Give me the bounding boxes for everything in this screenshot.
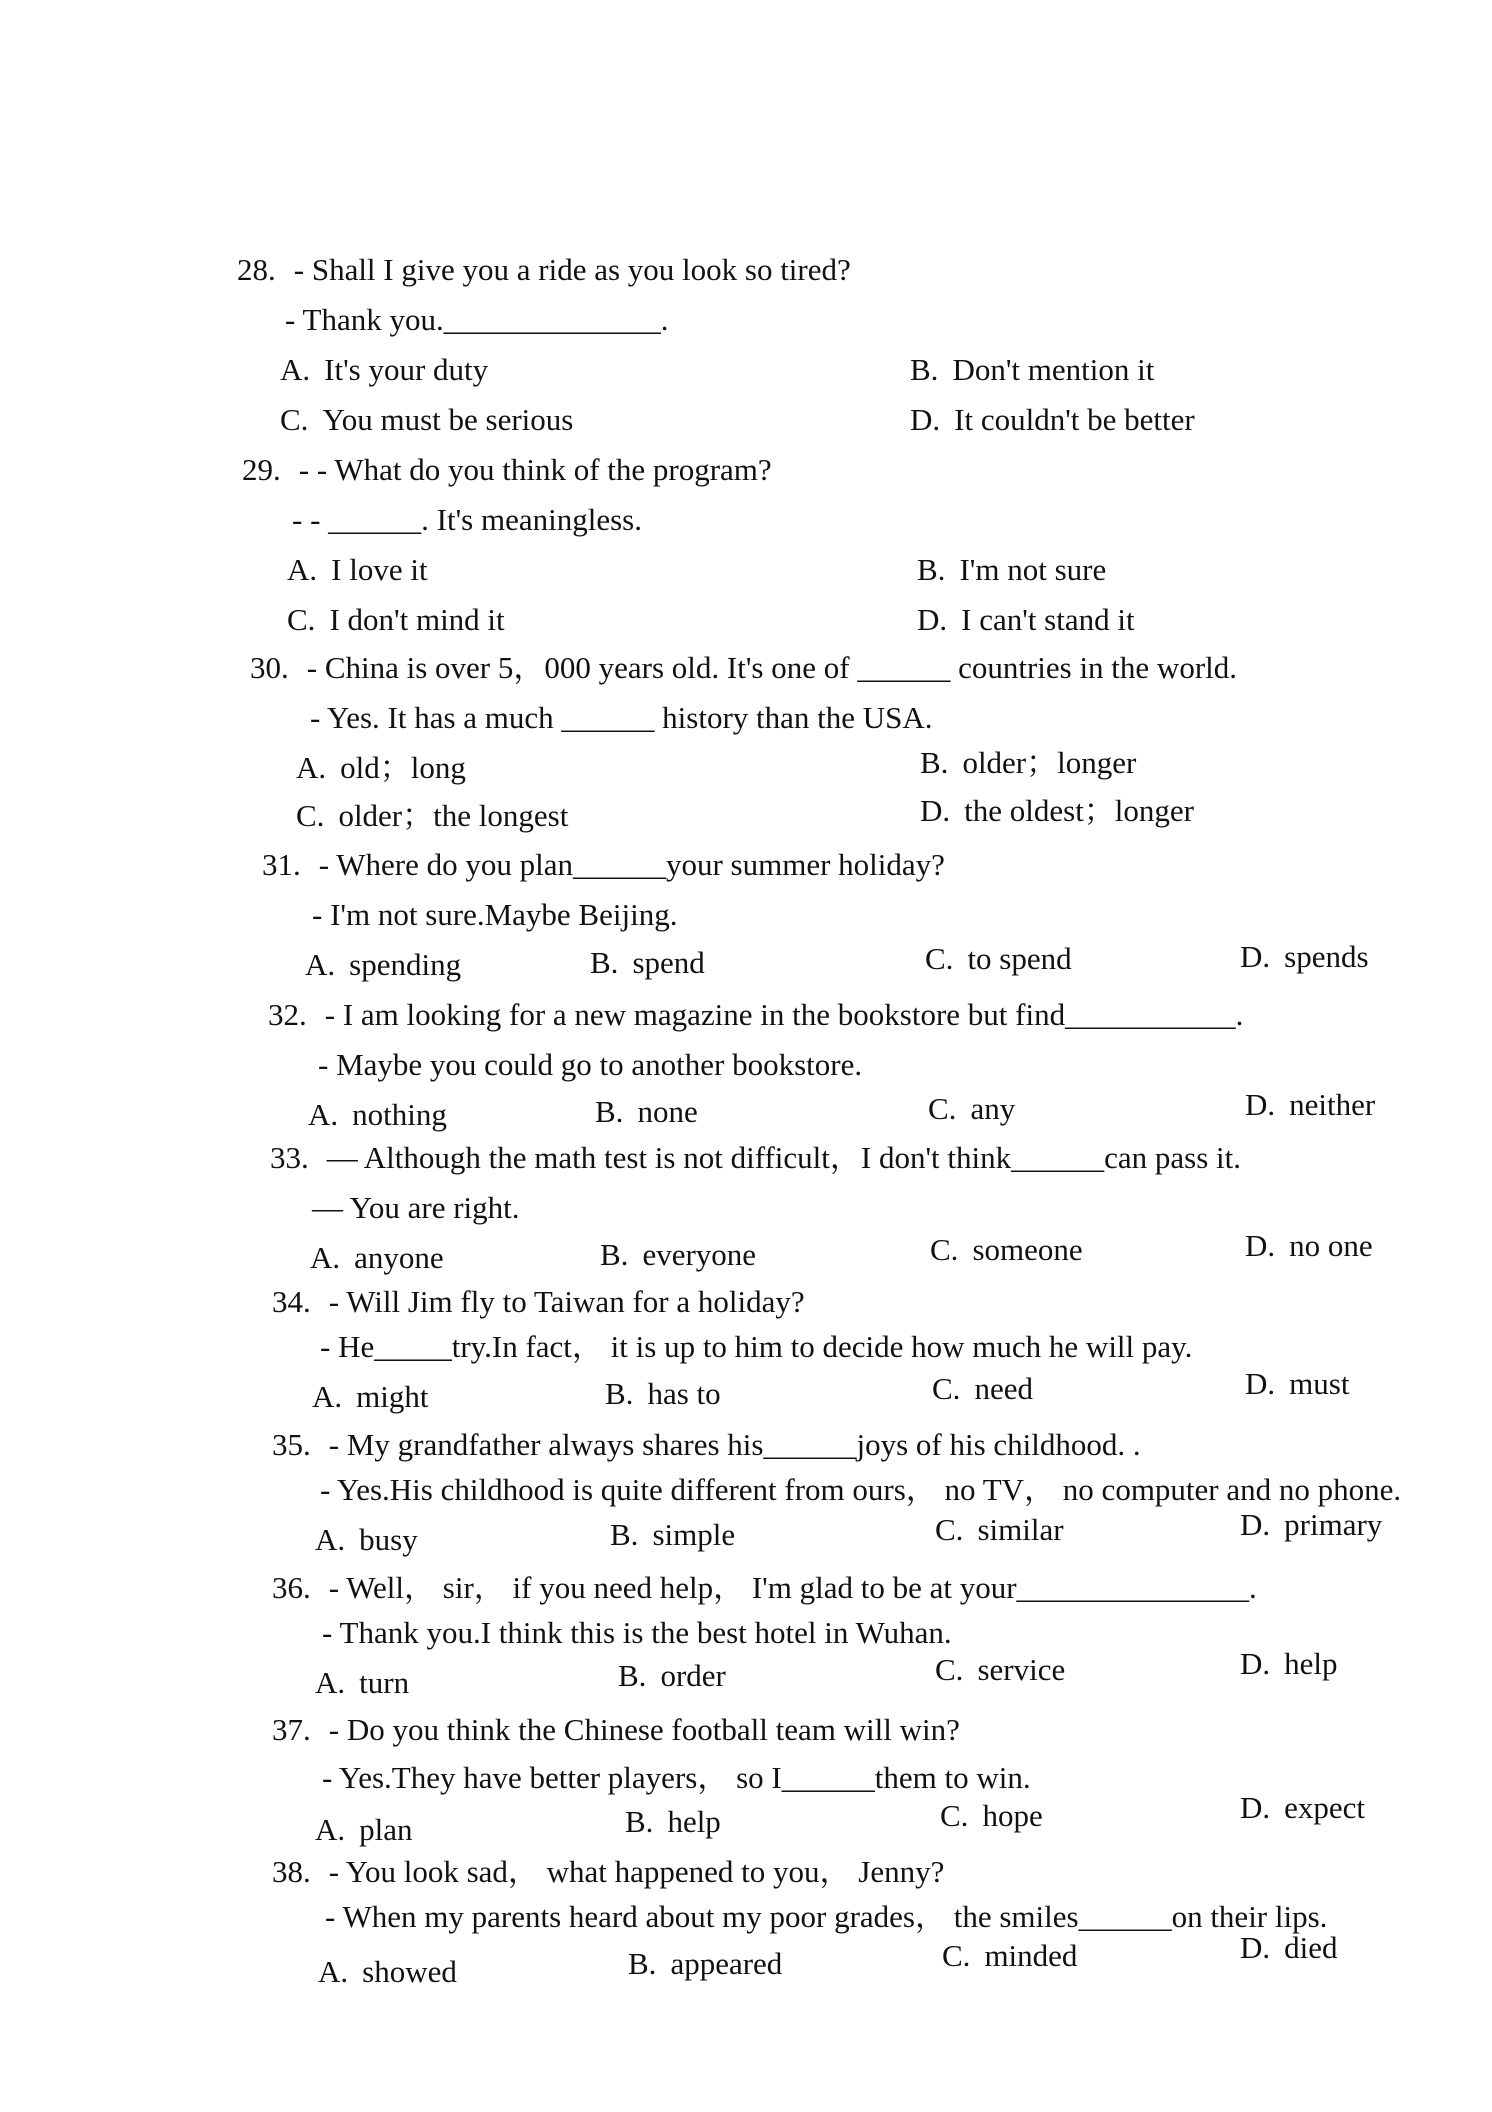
option-text: help — [1284, 1646, 1338, 1681]
option-d[interactable] — [1240, 1928, 1338, 1968]
option-b[interactable] — [625, 1802, 721, 1842]
option-b[interactable] — [605, 1374, 721, 1414]
option-text: any — [970, 1091, 1016, 1126]
question-prompt — [272, 1710, 960, 1750]
option-c[interactable] — [932, 1369, 1033, 1409]
prompt-text: - Well， sir， if you need help， I'm glad to be at your_______________. — [328, 1570, 1257, 1605]
question-prompt — [272, 1425, 1141, 1465]
option-text: minded — [984, 1938, 1078, 1973]
option-letter: B. — [600, 1237, 629, 1272]
option-letter: A. — [287, 552, 318, 587]
option-d[interactable] — [920, 791, 1194, 831]
option-text: turn — [359, 1665, 410, 1700]
question-number: 31. — [262, 847, 301, 882]
question-reply: - I'm not sure.Maybe Beijing. — [312, 897, 678, 932]
option-letter: A. — [315, 1522, 346, 1557]
option-letter: A. — [280, 352, 311, 387]
option-c[interactable] — [940, 1796, 1043, 1836]
option-letter: A. — [308, 1097, 339, 1132]
option-letter: C. — [928, 1091, 957, 1126]
option-a[interactable] — [308, 1095, 447, 1135]
option-text: old；long — [340, 750, 466, 785]
option-letter: C. — [925, 941, 954, 976]
question-prompt — [272, 1852, 944, 1892]
option-letter: D. — [1240, 939, 1271, 974]
option-d[interactable] — [1240, 1788, 1365, 1828]
option-a[interactable] — [305, 945, 461, 985]
option-letter: D. — [1245, 1087, 1276, 1122]
question-number: 33. — [270, 1140, 309, 1175]
option-a[interactable] — [312, 1377, 428, 1417]
option-c[interactable] — [287, 600, 505, 640]
prompt-text: - Will Jim fly to Taiwan for a holiday? — [328, 1284, 805, 1319]
question-reply: - He_____try.In fact， it is up to him to decide how much he will pay. — [320, 1329, 1193, 1364]
option-d[interactable] — [1240, 937, 1369, 977]
question-prompt — [272, 1282, 805, 1322]
option-letter: B. — [625, 1804, 654, 1839]
question-number: 37. — [272, 1712, 311, 1747]
option-letter: A. — [318, 1954, 349, 1989]
question-reply: - When my parents heard about my poor grades， the smiles______on their lips. — [325, 1899, 1328, 1934]
option-letter: C. — [942, 1938, 971, 1973]
option-text: simple — [652, 1517, 736, 1552]
option-a[interactable] — [296, 748, 466, 788]
option-text: spending — [349, 947, 462, 982]
option-c[interactable] — [930, 1230, 1083, 1270]
option-letter: B. — [595, 1094, 624, 1129]
option-letter: D. — [910, 402, 941, 437]
option-letter: A. — [315, 1665, 346, 1700]
option-text: I love it — [331, 552, 428, 587]
option-letter: B. — [590, 945, 619, 980]
option-letter: C. — [296, 798, 325, 833]
option-text: similar — [977, 1512, 1064, 1547]
option-text: older；the longest — [338, 798, 569, 833]
option-letter: C. — [935, 1652, 964, 1687]
option-letter: B. — [628, 1946, 657, 1981]
option-text: hope — [982, 1798, 1043, 1833]
option-d[interactable] — [1240, 1505, 1382, 1545]
question-prompt — [242, 450, 772, 490]
option-c[interactable] — [942, 1936, 1077, 1976]
question-number: 30. — [250, 650, 289, 685]
option-letter: D. — [1240, 1507, 1271, 1542]
option-letter: B. — [910, 352, 939, 387]
option-a[interactable] — [315, 1810, 413, 1850]
option-letter: A. — [305, 947, 336, 982]
option-c[interactable] — [925, 939, 1072, 979]
prompt-text: - My grandfather always shares his______joys of his childhood. . — [328, 1427, 1141, 1462]
prompt-text: - - What do you think of the program? — [298, 452, 772, 487]
option-letter: A. — [310, 1240, 341, 1275]
option-text: need — [974, 1371, 1033, 1406]
question-number: 36. — [272, 1570, 311, 1605]
option-letter: D. — [920, 793, 951, 828]
option-a[interactable] — [318, 1952, 457, 1992]
option-text: It's your duty — [324, 352, 489, 387]
option-c[interactable] — [280, 400, 573, 440]
option-text: spends — [1284, 939, 1369, 974]
option-text: I don't mind it — [329, 602, 505, 637]
option-d[interactable] — [910, 400, 1195, 440]
option-text: showed — [362, 1954, 457, 1989]
option-text: nothing — [352, 1097, 447, 1132]
option-text: must — [1289, 1366, 1350, 1401]
option-letter: B. — [605, 1376, 634, 1411]
option-a[interactable] — [315, 1520, 418, 1560]
option-b[interactable] — [600, 1235, 756, 1275]
option-text: I can't stand it — [961, 602, 1135, 637]
option-b[interactable] — [610, 1515, 735, 1555]
option-b[interactable] — [618, 1656, 726, 1696]
option-text: has to — [647, 1376, 721, 1411]
question-reply: - Yes.His childhood is quite different from ours， no TV， no computer and no phone. — [320, 1472, 1402, 1507]
option-text: appeared — [670, 1946, 783, 1981]
option-text: I'm not sure — [959, 552, 1107, 587]
option-text: someone — [972, 1232, 1083, 1267]
question-reply: - - ______. It's meaningless. — [292, 502, 642, 537]
option-c[interactable] — [935, 1510, 1064, 1550]
option-text: died — [1284, 1930, 1338, 1965]
option-text: none — [637, 1094, 698, 1129]
prompt-text: - Shall I give you a ride as you look so tired? — [293, 252, 851, 287]
option-letter: A. — [296, 750, 327, 785]
question-number: 28. — [237, 252, 276, 287]
option-text: spend — [632, 945, 705, 980]
option-text: You must be serious — [322, 402, 574, 437]
option-letter: B. — [920, 745, 949, 780]
option-letter: D. — [1245, 1228, 1276, 1263]
question-prompt — [250, 648, 1237, 688]
option-b[interactable] — [910, 350, 1154, 390]
option-letter: C. — [932, 1371, 961, 1406]
option-letter: C. — [280, 402, 309, 437]
option-c[interactable] — [296, 796, 568, 836]
prompt-text: - Where do you plan______your summer holiday? — [318, 847, 945, 882]
option-letter: B. — [610, 1517, 639, 1552]
option-c[interactable] — [935, 1650, 1065, 1690]
prompt-text: — Although the math test is not difficult，I don't think______can pass it. — [326, 1140, 1242, 1175]
prompt-text: - I am looking for a new magazine in the bookstore but find___________. — [324, 997, 1244, 1032]
option-letter: C. — [930, 1232, 959, 1267]
question-number: 29. — [242, 452, 281, 487]
option-b[interactable] — [590, 943, 705, 983]
question-number: 38. — [272, 1854, 311, 1889]
option-a[interactable] — [310, 1238, 444, 1278]
option-text: plan — [359, 1812, 413, 1847]
option-text: no one — [1289, 1228, 1373, 1263]
option-letter: C. — [287, 602, 316, 637]
option-d[interactable] — [917, 600, 1135, 640]
question-number: 35. — [272, 1427, 311, 1462]
option-b[interactable] — [917, 550, 1106, 590]
option-a[interactable] — [315, 1663, 409, 1703]
option-letter: B. — [618, 1658, 647, 1693]
option-d[interactable] — [1245, 1364, 1349, 1404]
question-prompt — [268, 995, 1243, 1035]
option-d[interactable] — [1240, 1644, 1338, 1684]
question-prompt — [237, 250, 851, 290]
option-b[interactable] — [628, 1944, 782, 1984]
question-number: 34. — [272, 1284, 311, 1319]
option-b[interactable] — [595, 1092, 698, 1132]
option-a[interactable] — [287, 550, 428, 590]
question-prompt — [272, 1568, 1257, 1608]
option-text: expect — [1284, 1790, 1366, 1825]
question-reply: — You are right. — [312, 1190, 520, 1225]
option-text: anyone — [354, 1240, 444, 1275]
option-text: help — [667, 1804, 721, 1839]
option-letter: B. — [917, 552, 946, 587]
question-number: 32. — [268, 997, 307, 1032]
prompt-text: - China is over 5，000 years old. It's one of ______ countries in the world. — [306, 650, 1238, 685]
option-letter: D. — [1240, 1646, 1271, 1681]
option-text: the oldest；longer — [964, 793, 1195, 828]
option-c[interactable] — [928, 1089, 1015, 1129]
question-reply: - Thank you.______________. — [285, 302, 669, 337]
option-b[interactable] — [920, 743, 1136, 783]
question-reply: - Yes.They have better players， so I______them to win. — [322, 1760, 1031, 1795]
option-text: older；longer — [962, 745, 1137, 780]
option-letter: D. — [1240, 1930, 1271, 1965]
option-letter: C. — [940, 1798, 969, 1833]
option-letter: D. — [1240, 1790, 1271, 1825]
option-text: everyone — [642, 1237, 757, 1272]
option-text: service — [977, 1652, 1066, 1687]
option-letter: D. — [917, 602, 948, 637]
option-a[interactable] — [280, 350, 488, 390]
option-text: busy — [359, 1522, 418, 1557]
option-text: to spend — [967, 941, 1072, 976]
prompt-text: - Do you think the Chinese football team will win? — [328, 1712, 960, 1747]
option-text: might — [356, 1379, 429, 1414]
question-reply: - Yes. It has a much ______ history than the USA. — [310, 700, 933, 735]
question-reply: - Maybe you could go to another bookstore. — [318, 1047, 863, 1082]
option-letter: A. — [315, 1812, 346, 1847]
option-d[interactable] — [1245, 1085, 1375, 1125]
option-text: order — [660, 1658, 726, 1693]
option-text: It couldn't be better — [954, 402, 1195, 437]
option-letter: A. — [312, 1379, 343, 1414]
option-letter: D. — [1245, 1366, 1276, 1401]
option-d[interactable] — [1245, 1226, 1373, 1266]
prompt-text: - You look sad， what happened to you， Jenny? — [328, 1854, 945, 1889]
option-text: Don't mention it — [952, 352, 1155, 387]
option-text: neither — [1289, 1087, 1376, 1122]
option-letter: C. — [935, 1512, 964, 1547]
question-reply: - Thank you.I think this is the best hotel in Wuhan. — [322, 1615, 952, 1650]
option-text: primary — [1284, 1507, 1383, 1542]
question-prompt — [262, 845, 945, 885]
question-prompt — [270, 1138, 1241, 1178]
